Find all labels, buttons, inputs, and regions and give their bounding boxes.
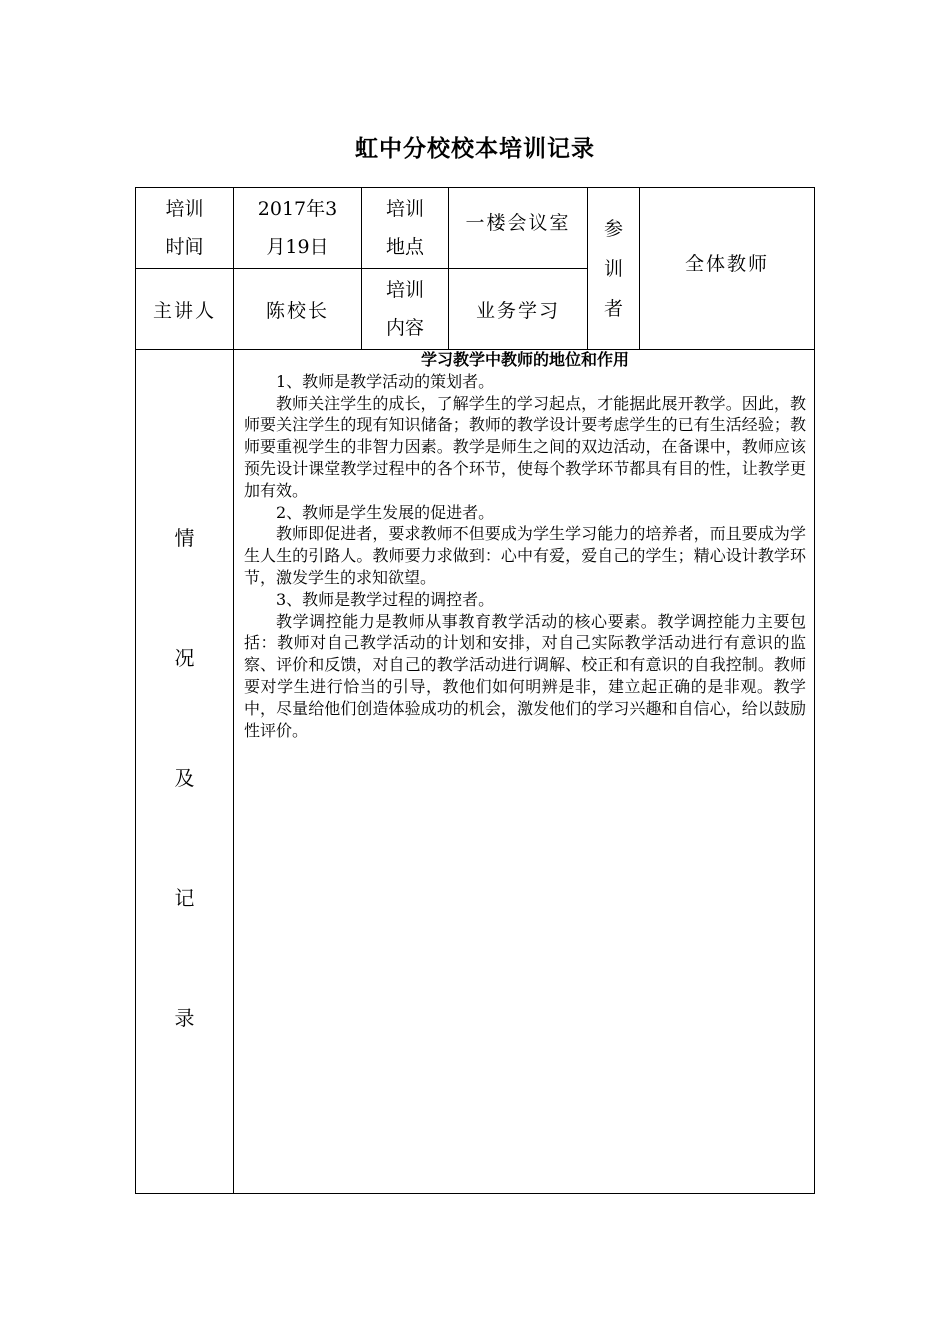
record-label-char: 记 <box>174 886 195 910</box>
participants-label-cell <box>587 187 640 350</box>
record-label-char: 况 <box>174 646 195 670</box>
record-paragraph: 教师即促进者，要求教师不但要成为学生学习能力的培养者，而且要成为学生人生的引路人。教师要力求做到：心中有爱，爱自己的学生；精心设计教学环节，激发学生的求知欲望。 <box>244 524 806 587</box>
content-value: 业务学习 <box>475 300 560 322</box>
participants-label: 参 训 者 <box>603 217 623 320</box>
time-label: 培训 时间 <box>165 198 204 258</box>
record-paragraph: 3、教师是教学过程的调控者。 <box>276 589 495 609</box>
place-label-cell <box>361 187 449 269</box>
record-paragraph: 2、教师是学生发展的促进者。 <box>276 502 495 522</box>
record-paragraph: 教师关注学生的成长，了解学生的学习起点，才能据此展开教学。因此，教师要关注学生的现有知识储备；教师的教学设计要考虑学生的已有生活经验；教师要重视学生的非智力因素。教学是师生之间的双边活动，在备课中，教师应该预先设计课堂教学过程中的各个环节，使每个教学环节都具有目的性，让教学更加有效。 <box>244 393 806 500</box>
speaker-value: 陈校长 <box>265 300 329 322</box>
document-title: 虹中分校校本培训记录 <box>355 135 595 162</box>
place-value-cell <box>448 187 588 269</box>
record-paragraph: 教学调控能力是教师从事教育教学活动的核心要素。教学调控能力主要包括：教师对自己教学活动的计划和安排，对自己实际教学活动进行有意识的监察、评价和反馈，对自己的教学活动进行调解、校正和有意识的自我控制。教师要对学生进行恰当的引导，教他们如何明辨是非，建立起正确的是非观。教学中，尽量给他们创造体验成功的机会，激发他们的学习兴趣和自信心，给以鼓励性评价。 <box>244 611 806 740</box>
record-heading: 学习教学中教师的地位和作用 <box>420 350 629 369</box>
speaker-label: 主讲人 <box>152 300 216 322</box>
speaker-label-cell <box>135 268 234 350</box>
place-label: 培训 地点 <box>385 198 424 258</box>
time-label-cell <box>135 187 234 269</box>
participants-value: 全体教师 <box>684 252 769 275</box>
record-paragraph: 1、教师是教学活动的策划者。 <box>276 371 495 391</box>
record-content <box>244 349 806 741</box>
participants-value-cell <box>639 187 815 350</box>
content-value-cell <box>448 268 588 350</box>
speaker-value-cell <box>233 268 362 350</box>
time-value: 2017年3 月19日 <box>257 198 338 258</box>
content-label-cell <box>361 268 449 350</box>
record-label-char: 录 <box>174 1006 195 1030</box>
record-label-char: 情 <box>174 526 195 550</box>
content-label: 培训 内容 <box>385 279 424 339</box>
place-value: 一楼会议室 <box>465 212 571 234</box>
record-label-char: 及 <box>174 766 195 790</box>
time-value-cell <box>233 187 362 269</box>
